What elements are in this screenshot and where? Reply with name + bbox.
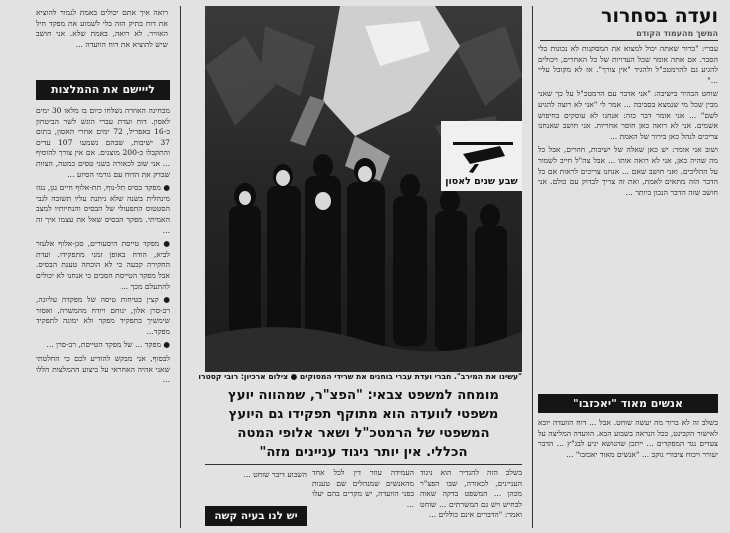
photo-graphic <box>205 6 522 372</box>
right-column-body <box>538 44 718 376</box>
left-paragraph: לבסוף, אני מבקש להודיע לכם כי החלטתי שאני אהיה האחראי על ביצוע ההמלצות הללו ... <box>36 354 170 385</box>
pull-quote-line: משפטי לוועדה הוא מתוקף תפקידו גם היועץ <box>228 407 499 422</box>
right-paragraph: שוחט הבהיר בישיבה: "אני אדבר עם הרמטכ"ל על כך שאני מבין שכל מי שנמצא בסביבה ... אמר לי "אני לא רוצה להגיע לשם" ... אני אומר דבר כזה: אנחנו לא עוסקים בחיפוש אשמים. אני לא רואה כאן חוסר אחריות. אני חושב שאנחנו צריכים לנהל כאן בירור של האמת ... <box>538 89 718 141</box>
photo-caption-credit: ● צילום ארכיון: רובי קסטרו <box>198 372 298 381</box>
pull-quote <box>205 386 522 462</box>
bottom-column-left: השבוע דיבר שוחט ... <box>243 470 307 479</box>
news-photo <box>205 6 522 372</box>
headline-rule <box>540 40 718 41</box>
pull-quote-line: המשפטי של הרמטכ"ל ושאר אלופי המטה <box>237 426 490 441</box>
left-intro-paragraph: רואה איך אתם יכולים באמת לגמור להוציא את דוח בתיק הזה בלי לשמוע את מפקד חיל האוויר. לא רואה, באמת שלא. אני חושב שיש להוציא את דוח הוועדה ... <box>36 8 168 49</box>
section-banner-left: לייישם את ההמלצות <box>36 80 170 100</box>
pull-quote-line: מומחה למשפט צבאי: "הפצ"ר, שמהווה יועץ <box>228 388 499 403</box>
photo-caption-quote: "עשינו את המירב". חברי ועדת עברי בוחנים את שרידי המסוקים <box>299 372 522 381</box>
right-lower-paragraph: בשלב זה לא ברור מה יעשה שוחט. אבל ... דוח הוועדה יובא לאישור הקבינט, ככל הנראה בשבוע הבא. הוועדה המליצה על צעדים נגד המפקדים ... ייתכן שהנושא יגיע לבג"ץ ... הדבר יעורר ויכוח ציבורי נוקב ... "אנשים מאוד יאכזבו" ... <box>538 418 718 459</box>
left-paragraph: ● קצין בטיחות טיסה של מפקדה עליונה, רב-סרן אלון, ינוחם ויודח מהמשרה, ואסור שימשיך בתפקיד מפקד ולא ימונה לתפקיד מפקד... <box>36 295 170 336</box>
bottom-column-mid: העמידה עוזר דין לכל אחד מהאנשים שמנהלים שם טענות בפני הוועדה, יש מקרים בהם יעלו ... <box>312 468 414 509</box>
pull-quote-line: הכללי. אין יותר ניגוד עניינים מזה" <box>259 445 468 460</box>
right-column-lower <box>538 418 718 530</box>
left-column-intro <box>36 8 168 74</box>
article-kicker: המשך מהעמוד הקודם <box>636 29 718 38</box>
bottom-column-right: בשלב הזה להגדיר הוא ניגוד העניינים, לכאורה, שבו הפצ"ר מכהן ... המשפט בדקה שאוה לבחיש ויש גם המשרתים ... שוחט ואמר: "הדברים אינם כוללים ... <box>420 468 522 520</box>
left-paragraph: ● מפקד ... של מפקד הטייסת, רב-סרן ... <box>46 340 170 350</box>
right-paragraph: עברי: "ברור שאתה יכול למצוא את המסקנות לא נכונות בלי הסבר. אם אתה אומר שכל העדויות של כל האחרים, ויכולים להגיע גם להרמטכ"ל ולהגיד "אין צורך". אז לא מקובל עליי ..." <box>538 44 718 85</box>
article-headline: ועדה בסחרור <box>601 5 718 27</box>
section-banner-bottom: יש לנו בעיה קשה <box>205 506 307 526</box>
pull-quote-rule <box>205 464 522 465</box>
column-divider-left <box>180 6 181 528</box>
column-divider-right <box>532 6 533 528</box>
photo-caption <box>198 372 522 381</box>
section-banner-right: אנשים מאוד "יאכזבו" <box>538 394 718 413</box>
left-column-body <box>36 106 170 530</box>
left-paragraph: ● מפקד בסיס תל-נוף, תת-אלוף חיים נגן, נגזז מינהלית בשנה שלא ניתנת עליו תשובה לגבי הסטטוס התפעולי של הבסיס והנחיותיו למצב האמיתי. מפקד הבסיס שאל את עצמו איך זה ... <box>36 183 170 235</box>
right-paragraph: ושוב אני אומר: יש כאן שאלה של ישיבות, חוזרים, אבל כל מה שהיה כאן, אני לא רואה אותו ... אבל צה"ל חייב לשמור על ההליכים. ואני חושב שאם ... אנחנו צריכים לראות אם כל הדבר הזה מתאים לאמת, ואת זה צריך לבדוק עם כולם. אני חושב שזה הדבר הנכון ביותר ... <box>538 145 718 197</box>
left-paragraph: מבחינה האוזרה נשלחו כיום בו מלאו 30 ימים לאסון. דוח ועדת עברי הוגש לשר הביטחון ב-16 באפריל, 72 ימים אחרי האסון, בתום 37 ישיבות, שבהם נשמעו 107 עדים והתקבלו כ-200 מוצגים. אם אין צורך להוסיף ... אני שוב לכאורה בשני טסים כמטה, הצוות שבדק את הדוח עם גורמי הסיוע ... <box>36 106 170 179</box>
stamp-text: שבע שנים לאסון <box>445 176 518 187</box>
left-paragraph: ● מפקד טייסת היסעורים, סגן-אלוף אלעזר לביא, הודח באופן זמני מתפקידו. ועדת החקירה קבעה כי לא הוכחה טענת הבסיס. אבל מפקד הטייסת הסכים כי אנחנו לא יכולים להתעלם מכך ... <box>36 239 170 291</box>
